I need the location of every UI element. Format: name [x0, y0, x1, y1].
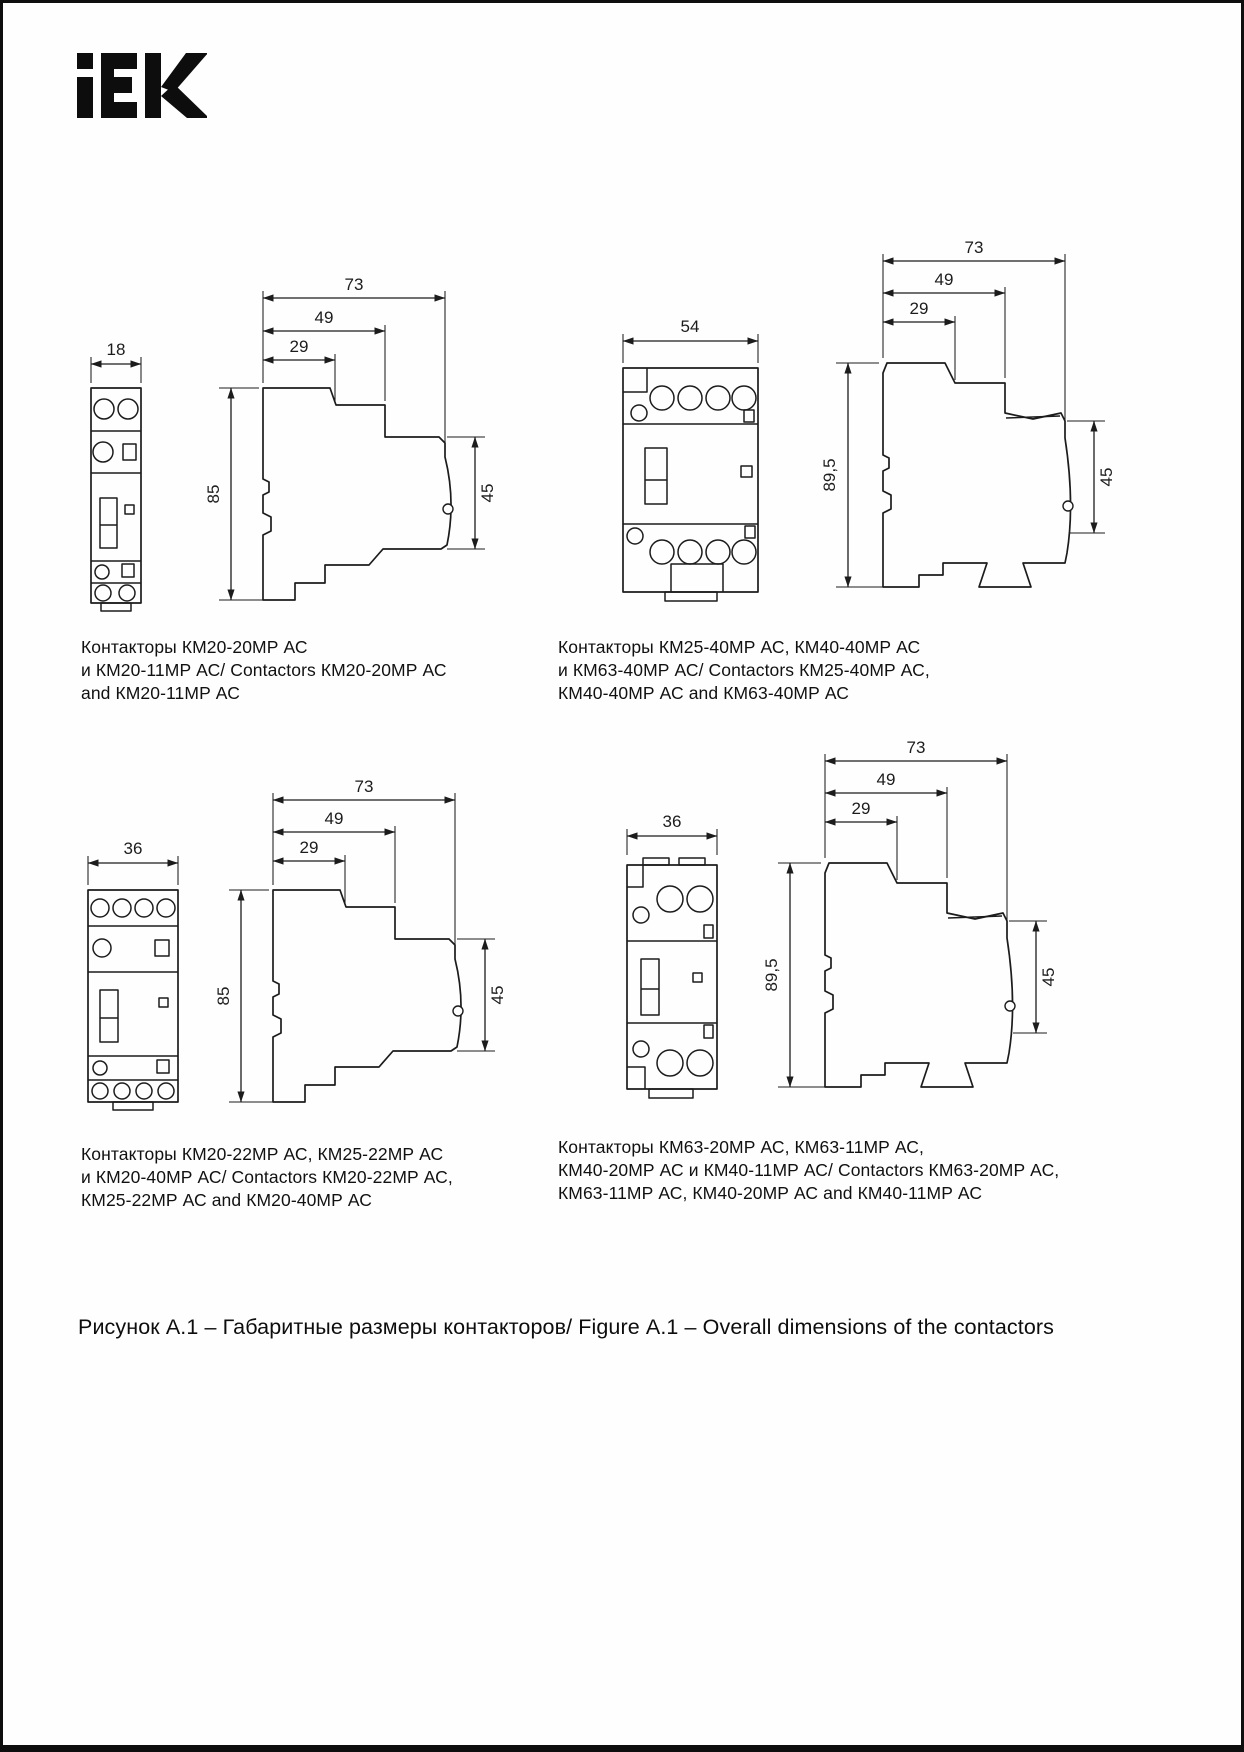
dimension-label: 54 [680, 317, 700, 336]
figure-caption: Рисунок А.1 – Габаритные размеры контакторов/ Figure А.1 – Overall dimensions of the contactors [78, 1315, 1055, 1339]
caption-line: КМ40-40МР АС and КМ63-40МР АС [558, 683, 849, 703]
front-view-drawing [623, 368, 758, 601]
dimension-label: 29 [909, 299, 929, 318]
dimension-label: 36 [123, 839, 143, 858]
caption-line: КМ25-22МР АС and КМ20-40МР АС [81, 1190, 372, 1210]
brand-text [3, 3, 4, 4]
dimension-label: 29 [289, 337, 309, 356]
panel-caption-km25-40 [558, 636, 1038, 705]
side-view-drawing [883, 363, 1073, 587]
dimension-label: 89,5 [762, 958, 781, 992]
caption-line: Контакторы КМ20-20МР АС [81, 637, 308, 657]
panel-caption-km63-20 [558, 1136, 1078, 1205]
front-view-drawing [88, 890, 178, 1110]
caption-line: Контакторы КМ20-22МР АС, КМ25-22МР АС [81, 1144, 444, 1164]
caption-line: и КМ20-40МР АС/ Contactors КМ20-22МР АС, [81, 1167, 453, 1187]
dimension-label: 18 [106, 340, 126, 359]
dimension-label: 29 [299, 838, 319, 857]
side-view-drawing [825, 863, 1015, 1087]
caption-line: и КМ20-11МР АС/ Contactors КМ20-20МР АС [81, 660, 447, 680]
drawing-km63-20 [543, 683, 1121, 1135]
dimension-label: 36 [662, 812, 682, 831]
dimension-label: 49 [324, 809, 344, 828]
caption-line: КМ63-11МР АС, КМ40-20МР АС and КМ40-11МР АС [558, 1183, 983, 1203]
dimension-label: 73 [354, 777, 374, 796]
front-view-drawing [91, 388, 141, 611]
drawing-km25-40 [543, 208, 1121, 610]
iek-logo [75, 53, 207, 119]
dimension-label: 89,5 [820, 458, 839, 492]
drawing-km20-20 [73, 243, 523, 635]
dimension-label: 45 [488, 985, 507, 1005]
front-view-drawing [627, 858, 717, 1098]
dimension-label: 45 [1097, 467, 1116, 487]
dimension-label: 73 [964, 238, 984, 257]
caption-line: Контакторы КМ63-20МР АС, КМ63-11МР АС, [558, 1137, 924, 1157]
dimension-label: 73 [906, 738, 926, 757]
panel-caption-km20-22 [81, 1143, 541, 1212]
caption-line: and КМ20-11МР АС [81, 683, 240, 703]
dimension-label: 49 [876, 770, 896, 789]
side-view-drawing [263, 388, 453, 600]
caption-line: КМ40-20МР АС и КМ40-11МР АС/ Contactors КМ63-20МР АС, [558, 1160, 1060, 1180]
panel-caption-km20-20 [81, 636, 521, 705]
dimension-label: 49 [314, 308, 334, 327]
dimension-label: 45 [1039, 967, 1058, 987]
side-view-drawing [273, 890, 463, 1102]
dimension-label: 49 [934, 270, 954, 289]
dimension-label: 29 [851, 799, 871, 818]
dimension-label: 85 [204, 484, 223, 504]
dimension-label: 45 [478, 483, 497, 503]
caption-line: Контакторы КМ25-40МР АС, КМ40-40МР АС [558, 637, 921, 657]
dimension-label: 85 [214, 986, 233, 1006]
dimension-label: 73 [344, 275, 364, 294]
caption-line: и КМ63-40МР АС/ Contactors КМ25-40МР АС, [558, 660, 930, 680]
drawing-km20-22 [73, 698, 523, 1140]
